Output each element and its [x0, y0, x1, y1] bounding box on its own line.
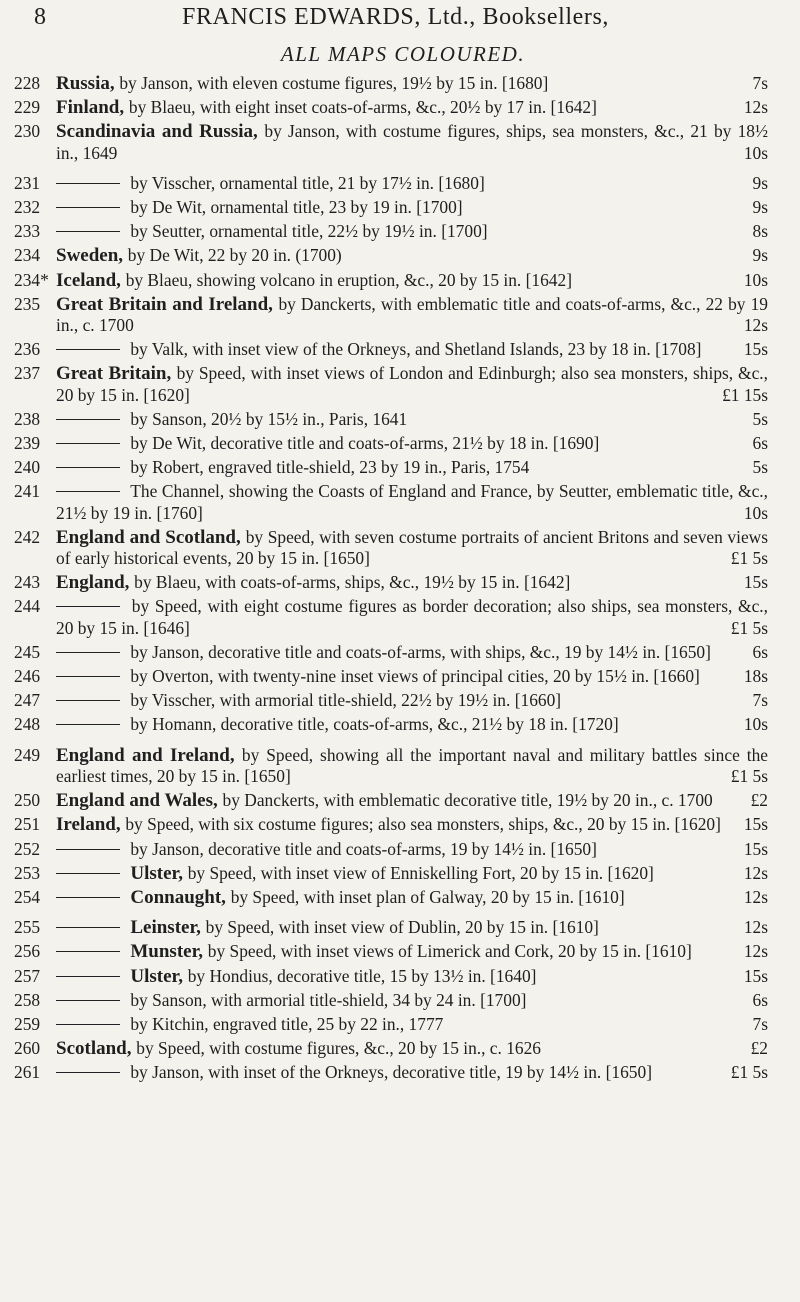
entry-price: 12s — [743, 941, 768, 962]
entry-number: 242 — [14, 526, 41, 547]
entry-price: 6s — [752, 641, 768, 662]
entry-price: 15s — [743, 965, 768, 986]
entry-description: The Channel, showing the Coasts of England and France, by Seutter, emblematic title, &c., 21½ by 19 in. [1760] — [56, 481, 768, 523]
entry-number: 228 — [14, 73, 41, 93]
catalogue-entry — [14, 887, 772, 908]
catalogue-entry — [14, 1062, 772, 1083]
entry-description: by Speed, with inset view of Enniskelling Fort, 20 by 15 in. [1620] — [187, 862, 654, 883]
catalogue-entry — [14, 642, 772, 663]
entry-heading: Russia, — [56, 73, 120, 94]
entry-description: by Visscher, ornamental title, 21 by 17½ in. [1680] — [130, 172, 485, 193]
entry-description: by Kitchin, engraved title, 25 by 22 in., 1777 — [130, 1013, 444, 1034]
entry-number: 229 — [14, 97, 41, 118]
catalogue-entry — [14, 745, 772, 787]
entry-description: by Visscher, with armorial title-shield, 22½ by 19½ in. [1660] — [130, 690, 562, 711]
entry-price: £1 5s — [730, 1062, 768, 1083]
catalogue-entry — [14, 97, 772, 118]
entry-description: by Seutter, ornamental title, 22½ by 19½ in. [1700] — [130, 221, 488, 242]
entry-price: £1 5s — [730, 548, 768, 569]
ditto-dash — [56, 897, 120, 898]
ditto-dash — [56, 676, 120, 677]
entry-number: 240 — [14, 457, 41, 478]
catalogue-entry — [14, 966, 772, 987]
catalogue-entry — [14, 121, 772, 163]
entry-price: £2 — [750, 790, 768, 811]
entry-number: 261 — [14, 1062, 41, 1083]
entry-heading: England and Wales, — [56, 790, 223, 812]
entry-price: 8s — [752, 221, 768, 242]
entry-heading: Ulster, — [130, 862, 188, 884]
ditto-dash — [56, 700, 120, 701]
entry-price: 12s — [743, 886, 768, 907]
entry-price: 7s — [752, 1013, 768, 1034]
entry-number: 256 — [14, 941, 41, 962]
catalogue-entries — [14, 73, 772, 1084]
entry-heading: England, — [56, 572, 135, 594]
entry-price: 9s — [752, 245, 768, 266]
catalogue-entry — [14, 363, 772, 405]
catalogue-entry — [14, 197, 772, 218]
catalogue-entry — [14, 270, 772, 291]
ditto-dash — [56, 207, 120, 208]
catalogue-entry — [14, 690, 772, 711]
catalogue-entry — [14, 1014, 772, 1035]
entry-heading: Great Britain, — [56, 363, 177, 385]
entry-number: 253 — [14, 862, 41, 883]
entry-description: by Danckerts, with emblematic decorative title, 19½ by 20 in., c. 1700 — [222, 790, 713, 811]
entry-number: 248 — [14, 714, 41, 735]
catalogue-entry — [14, 714, 772, 735]
page-number: 8 — [34, 4, 46, 30]
running-head: FRANCIS EDWARDS, Ltd., Booksellers, — [182, 4, 610, 30]
section-title: ALL MAPS COLOURED. — [280, 42, 526, 66]
catalogue-entry — [14, 990, 772, 1011]
entry-price: 10s — [743, 714, 768, 735]
entry-heading: Ireland, — [56, 814, 126, 836]
catalogue-entry — [14, 917, 772, 938]
entry-price: 15s — [743, 814, 768, 835]
ditto-dash — [56, 183, 120, 184]
entry-number: 249 — [14, 744, 41, 765]
ditto-dash — [56, 231, 120, 232]
entry-description: by Sanson, with armorial title-shield, 34 by 24 in. [1700] — [130, 989, 527, 1010]
entry-description: by Speed, with eight costume figures as border decoration; also ships, sea monsters, &c., 20 by 15 in. [1646] — [56, 596, 768, 638]
entry-price: 12s — [743, 97, 768, 118]
entry-number: 234* — [14, 269, 49, 290]
entry-description: by Blaeu, showing volcano in eruption, &c., 20 by 15 in. [1642] — [125, 269, 572, 290]
catalogue-entry — [14, 245, 772, 266]
ditto-dash — [56, 724, 120, 725]
entry-price: £1 5s — [730, 617, 768, 638]
entry-price: 10s — [743, 269, 768, 290]
catalogue-entry — [14, 409, 772, 430]
entry-number: 252 — [14, 838, 41, 859]
catalogue-entry — [14, 790, 772, 811]
entry-description: by Speed, showing all the important naval and military battles since the earliest times, 20 by 15 in. [1650] — [56, 744, 768, 786]
entry-price: 7s — [752, 73, 768, 93]
ditto-dash — [56, 927, 120, 928]
catalogue-entry — [14, 221, 772, 242]
ditto-dash — [56, 1024, 120, 1025]
entry-description: by Hondius, decorative title, 15 by 13½ in. [1640] — [187, 965, 537, 986]
entry-number: 255 — [14, 917, 41, 938]
entry-number: 254 — [14, 886, 41, 907]
entry-number: 233 — [14, 221, 41, 242]
entry-price: 7s — [752, 690, 768, 711]
entry-heading: Scandinavia and Russia, — [56, 121, 265, 143]
entry-heading: Scotland, — [56, 1038, 137, 1060]
catalogue-entry — [14, 863, 772, 884]
catalogue-entry — [14, 527, 772, 569]
entry-price: £2 — [750, 1038, 768, 1059]
entry-number: 257 — [14, 965, 41, 986]
entry-number: 236 — [14, 339, 41, 360]
catalogue-entry — [14, 572, 772, 593]
ditto-dash — [56, 491, 120, 492]
ditto-dash — [56, 443, 120, 444]
entry-description: by De Wit, ornamental title, 23 by 19 in. [1700] — [130, 197, 463, 218]
ditto-dash — [56, 419, 120, 420]
catalogue-entry — [14, 666, 772, 687]
entry-number: 258 — [14, 989, 41, 1010]
ditto-dash — [56, 873, 120, 874]
ditto-dash — [56, 1000, 120, 1001]
entry-description: by Speed, with six costume figures; also sea monsters, ships, &c., 20 by 15 in. [1620] — [125, 814, 721, 835]
entry-number: 239 — [14, 433, 41, 454]
entry-number: 250 — [14, 790, 41, 811]
entry-number: 235 — [14, 293, 41, 314]
entry-heading: Munster, — [130, 941, 208, 963]
catalogue-entry — [14, 294, 772, 336]
ditto-dash — [56, 467, 120, 468]
entry-heading: Great Britain and Ireland, — [56, 293, 279, 315]
entry-description: by Overton, with twenty-nine inset views of principal cities, 20 by 15½ in. [1660] — [130, 666, 700, 687]
entry-description: by Homann, decorative title, coats-of-arms, &c., 21½ by 18 in. [1720] — [130, 714, 619, 735]
entry-price: 15s — [743, 339, 768, 360]
entry-price: 12s — [743, 917, 768, 938]
entry-number: 243 — [14, 572, 41, 593]
entry-price: 9s — [752, 197, 768, 218]
entry-description: by Blaeu, with coats-of-arms, ships, &c., 19½ by 15 in. [1642] — [134, 572, 571, 593]
catalogue-entry — [14, 839, 772, 860]
entry-price: 15s — [743, 838, 768, 859]
entry-price: 12s — [743, 315, 768, 336]
entry-number: 234 — [14, 245, 41, 266]
ditto-dash — [56, 1072, 120, 1073]
entry-heading: England and Ireland, — [56, 744, 242, 766]
entry-description: by Speed, with seven costume portraits of ancient Britons and seven views of early historical events, 20 by 15 in. [1650] — [56, 526, 768, 569]
entry-heading: Leinster, — [130, 917, 206, 939]
entry-description: by Robert, engraved title-shield, 23 by 19 in., Paris, 1754 — [130, 457, 530, 478]
entry-number: 241 — [14, 481, 41, 502]
entry-heading: Ulster, — [130, 965, 188, 987]
catalogue-entry — [14, 1038, 772, 1059]
entry-price: 10s — [743, 502, 768, 523]
page-header — [14, 0, 772, 36]
ditto-dash — [56, 652, 120, 653]
entry-number: 232 — [14, 197, 41, 218]
catalogue-entry — [14, 814, 772, 835]
entry-price: £1 5s — [730, 765, 768, 786]
catalogue-entry — [14, 596, 772, 638]
entry-price: 18s — [743, 666, 768, 687]
entry-number: 230 — [14, 121, 41, 142]
entry-description: by Janson, with eleven costume figures, 19½ by 15 in. [1680] — [119, 73, 549, 93]
catalogue-entry — [14, 941, 772, 962]
catalogue-entry — [14, 481, 772, 523]
entry-price: £1 15s — [722, 384, 768, 405]
ditto-dash — [56, 976, 120, 977]
ditto-dash — [56, 606, 120, 607]
entry-description: by De Wit, 22 by 20 in. (1700) — [127, 245, 342, 266]
entry-price: 9s — [752, 172, 768, 193]
entry-description: by Sanson, 20½ by 15½ in., Paris, 1641 — [130, 408, 408, 429]
entry-heading: Iceland, — [56, 269, 126, 291]
entry-number: 231 — [14, 172, 41, 193]
entry-price: 6s — [752, 989, 768, 1010]
entry-heading: Finland, — [56, 97, 129, 119]
entry-description: by Valk, with inset view of the Orkneys, and Shetland Islands, 23 by 18 in. [1708] — [130, 339, 702, 360]
entry-price: 5s — [752, 408, 768, 429]
ditto-dash — [56, 951, 120, 952]
entry-description: by Speed, with inset views of Limerick and Cork, 20 by 15 in. [1610] — [207, 941, 692, 962]
entry-description: by Janson, decorative title and coats-of-arms, 19 by 14½ in. [1650] — [130, 838, 597, 859]
entry-description: by Janson, decorative title and coats-of-arms, with ships, &c., 19 by 14½ in. [1650] — [130, 641, 711, 662]
entry-price: 10s — [743, 142, 768, 163]
ditto-dash — [56, 349, 120, 350]
entry-heading: Connaught, — [130, 886, 231, 908]
entry-price: 12s — [743, 862, 768, 883]
entry-price: 6s — [752, 433, 768, 454]
catalogue-entry — [14, 433, 772, 454]
entry-description: by Speed, with inset view of Dublin, 20 by 15 in. [1610] — [205, 917, 599, 938]
entry-number: 238 — [14, 408, 41, 429]
entry-heading: England and Scotland, — [56, 526, 246, 548]
entry-description: by Speed, with inset views of London and Edinburgh; also sea monsters, ships, &c., 20 by 15 in. [1620] — [56, 363, 768, 405]
entry-heading: Sweden, — [56, 245, 128, 267]
entry-description: by Janson, with costume figures, ships, sea monsters, &c., 21 by 18½ in., 1649 — [56, 121, 768, 163]
ditto-dash — [56, 849, 120, 850]
entry-description: by Speed, with costume figures, &c., 20 by 15 in., c. 1626 — [136, 1038, 542, 1059]
entry-description: by Danckerts, with emblematic title and coats-of-arms, &c., 22 by 19 in., c. 1700 — [56, 293, 768, 336]
catalogue-entry — [14, 457, 772, 478]
entry-description: by Janson, with inset of the Orkneys, decorative title, 19 by 14½ in. [1650] — [130, 1062, 652, 1083]
entry-number: 237 — [14, 363, 41, 384]
entry-description: by Blaeu, with eight inset coats-of-arms, &c., 20½ by 17 in. [1642] — [128, 97, 597, 118]
catalogue-entry — [14, 173, 772, 194]
entry-number: 244 — [14, 596, 41, 617]
entry-number: 247 — [14, 690, 41, 711]
entry-price: 15s — [743, 572, 768, 593]
entry-price: 5s — [752, 457, 768, 478]
catalogue-entry — [14, 73, 772, 94]
entry-description: by Speed, with inset plan of Galway, 20 by 15 in. [1610] — [230, 886, 625, 907]
entry-number: 246 — [14, 666, 41, 687]
entry-number: 259 — [14, 1013, 41, 1034]
entry-number: 260 — [14, 1038, 41, 1059]
catalogue-entry — [14, 339, 772, 360]
entry-description: by De Wit, decorative title and coats-of-arms, 21½ by 18 in. [1690] — [130, 433, 600, 454]
entry-number: 251 — [14, 814, 41, 835]
entry-number: 245 — [14, 641, 41, 662]
